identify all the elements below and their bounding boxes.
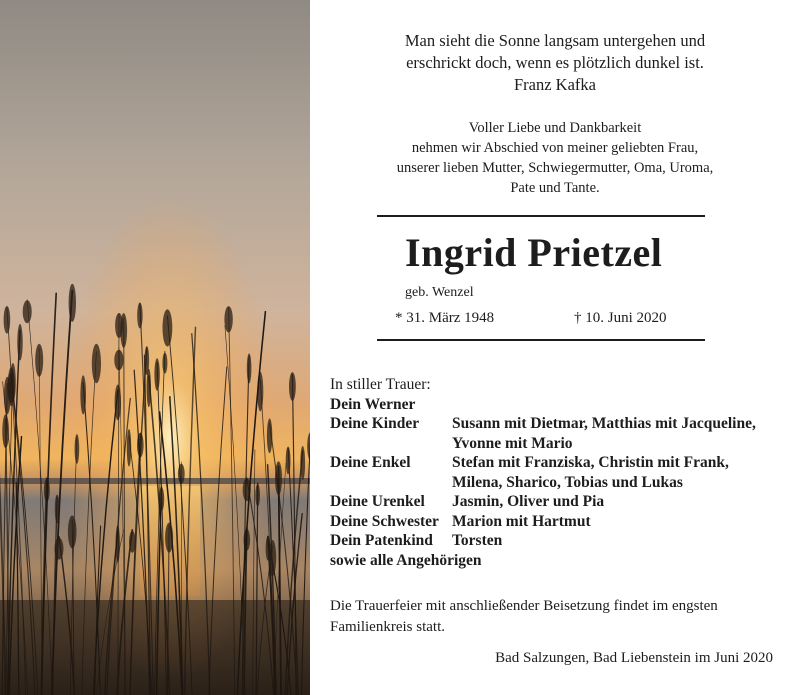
obituary-text <box>310 0 800 695</box>
mourner-relation: Dein Patenkind <box>330 532 433 549</box>
mourner-row <box>330 492 782 512</box>
mourner-names: Torsten <box>452 532 503 549</box>
birth-date: * 31. März 1948 <box>395 310 495 326</box>
mourner-names-line: Stefan mit Franziska, Christin mit Frank, <box>452 454 729 471</box>
intro-line: nehmen wir Abschied von meiner geliebten Frau, <box>411 140 699 156</box>
mourner-names: Jasmin, Oliver und Pia <box>452 493 605 510</box>
mourner-row <box>330 531 782 551</box>
mourner-relation: Deine Kinder <box>330 415 420 432</box>
mourner-relation: Dein Werner <box>330 395 416 413</box>
mourner-names: Marion mit Hartmut <box>452 512 591 530</box>
intro-line: unserer lieben Mutter, Schwiegermutter, Oma, Uroma, <box>396 160 714 176</box>
mourner-names-line: Susann mit Dietmar, Matthias mit Jacqueline, <box>452 415 756 432</box>
mourner-row <box>330 395 782 415</box>
mourner-relation: Deine Enkel <box>330 454 411 471</box>
intro-line: Voller Liebe und Dankbarkeit <box>468 120 642 136</box>
mourner-row <box>330 414 782 453</box>
maiden-name: geb. Wenzel <box>405 285 474 300</box>
mourner-relation: Deine Urenkel <box>330 493 425 510</box>
mourner-row <box>330 453 782 492</box>
mourner-row <box>330 512 782 532</box>
service-line: Familienkreis statt. <box>330 619 445 635</box>
deceased-name: Ingrid Prietzel <box>405 230 663 275</box>
quote-line: Man sieht die Sonne langsam untergehen und <box>404 31 706 50</box>
bottom-divider <box>377 339 705 341</box>
mourners-list <box>330 375 782 570</box>
death-date: † 10. Juni 2020 <box>574 310 667 326</box>
service-line: Die Trauerfeier mit anschließender Beisetzung findet im engsten <box>330 598 718 614</box>
quote-author: Franz Kafka <box>513 75 596 94</box>
place-date: Bad Salzungen, Bad Liebenstein im Juni 2020 <box>495 650 773 666</box>
service-note <box>330 596 780 638</box>
mourners-closing: sowie alle Angehörigen <box>330 551 482 569</box>
top-divider <box>377 215 705 217</box>
quote-block <box>310 30 800 96</box>
mourner-names <box>452 414 782 453</box>
sunset-reeds-photo <box>0 0 310 695</box>
mourner-names <box>452 453 782 492</box>
quote-line: erschrickt doch, wenn es plötzlich dunkel ist. <box>406 53 704 72</box>
mourner-names-line: Milena, Sharico, Tobias und Lukas <box>452 473 683 491</box>
mourner-names-line: Yvonne mit Mario <box>452 434 573 452</box>
mourners-lead: In stiller Trauer: <box>330 376 431 393</box>
mourner-relation: Deine Schwester <box>330 512 439 530</box>
intro-block <box>310 118 800 198</box>
intro-line: Pate und Tante. <box>510 180 600 196</box>
